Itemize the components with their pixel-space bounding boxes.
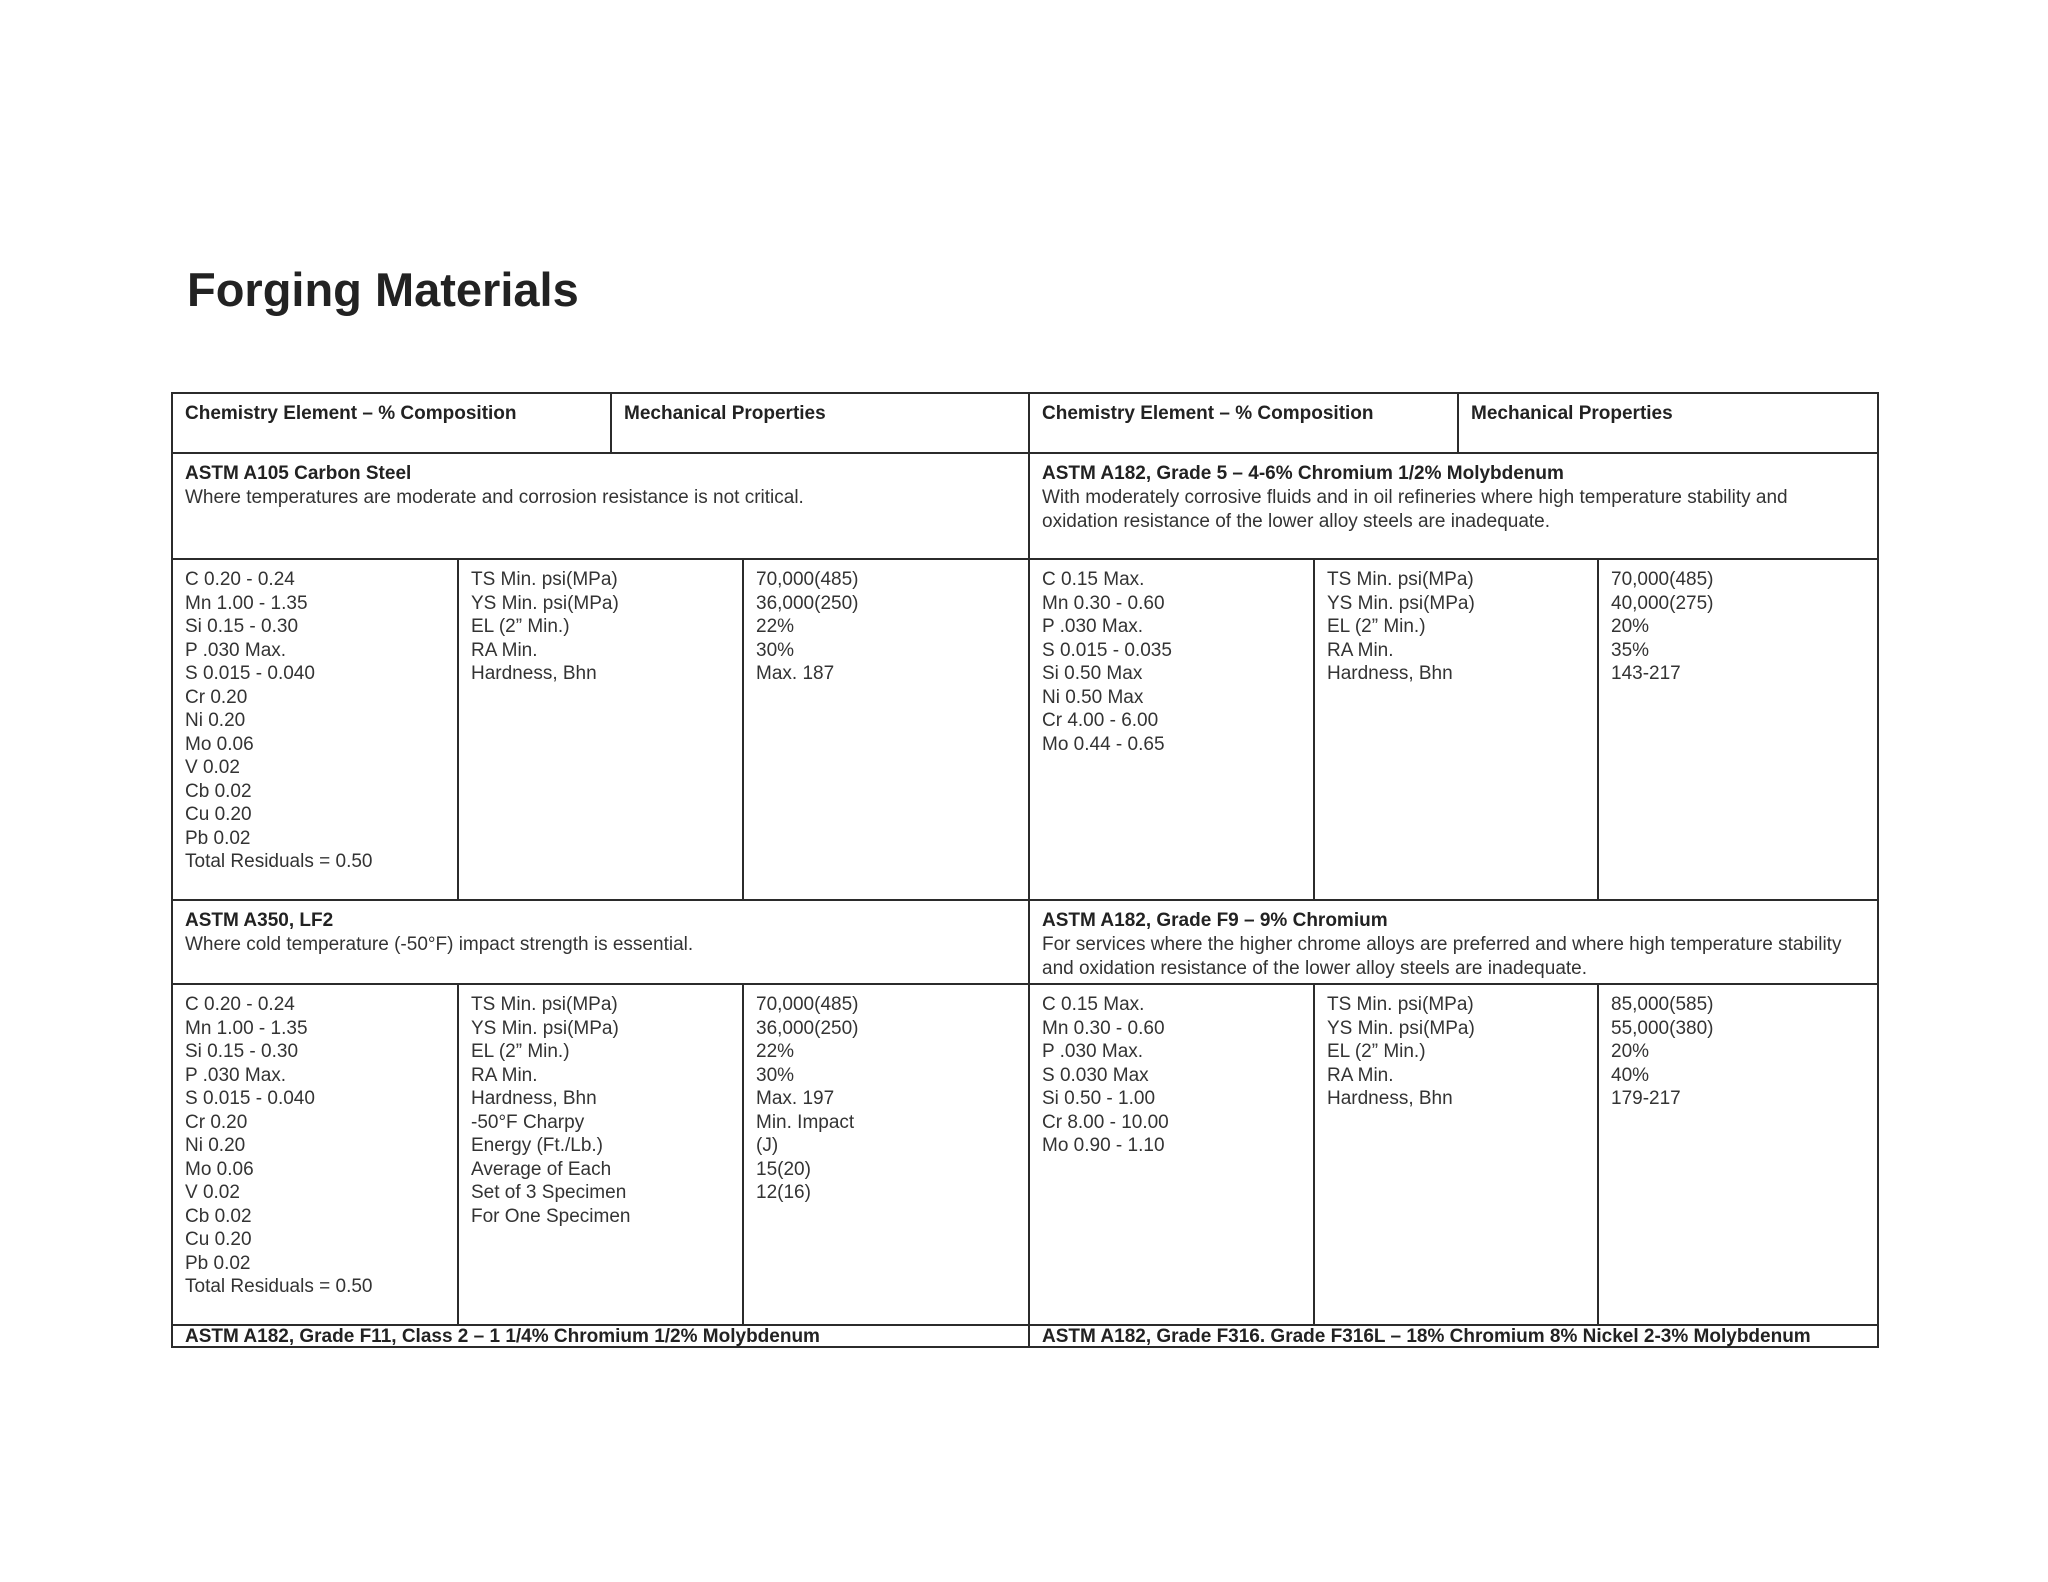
list-item: S 0.030 Max xyxy=(1042,1064,1149,1086)
list-item: EL (2” Min.) xyxy=(1327,1041,1426,1062)
section-row-3 xyxy=(173,1324,1877,1348)
list-item: Max. 187 xyxy=(756,663,835,684)
section-title: ASTM A182, Grade F316. Grade F316L – 18% Chromium 8% Nickel 2-3% Molybdenum xyxy=(1042,1326,1811,1347)
list-item: Cb 0.02 xyxy=(185,780,252,802)
list-item: Set of 3 Specimen xyxy=(471,1182,627,1203)
list-item: -50°F Charpy xyxy=(471,1111,585,1133)
list-item: Cr 4.00 - 6.00 xyxy=(1042,710,1159,731)
section-description: With moderately corrosive fluids and in oil refineries where high temperature stability and oxidation resistance of the lower alloy steels are inadequate. xyxy=(1042,487,1788,532)
list-item: Cb 0.02 xyxy=(185,1205,252,1227)
list-item: Mn 0.30 - 0.60 xyxy=(1042,592,1165,614)
list-item: P .030 Max. xyxy=(185,639,287,661)
list-item: Pb 0.02 xyxy=(185,1252,251,1274)
list-item: TS Min. psi(MPa) xyxy=(1327,994,1474,1015)
section-a182-f9 xyxy=(1028,901,1877,985)
list-item: RA Min. xyxy=(1327,639,1394,661)
list-item: EL (2” Min.) xyxy=(471,1041,570,1062)
section-title: ASTM A182, Grade 5 – 4-6% Chromium 1/2% Molybdenum xyxy=(1042,463,1564,484)
mechanical-label-list xyxy=(1327,568,1585,686)
list-item: C 0.20 - 0.24 xyxy=(185,569,295,590)
section-row-1 xyxy=(173,452,1877,560)
header-right-chemistry: Chemistry Element – % Composition xyxy=(1028,394,1457,452)
section-description: For services where the higher chrome alloys are preferred and where high temperature stability and oxidation resistance of the lower alloy steels are inadequate. xyxy=(1042,934,1842,979)
chemistry-list xyxy=(185,993,445,1299)
chemistry-list xyxy=(1042,993,1301,1158)
a350-mech-values-cell xyxy=(742,985,1028,1326)
a105-mech-values-cell xyxy=(742,560,1028,901)
list-item: 179-217 xyxy=(1611,1088,1681,1109)
list-item: EL (2” Min.) xyxy=(1327,616,1426,637)
list-item: 20% xyxy=(1611,616,1650,637)
list-item: RA Min. xyxy=(471,1064,538,1086)
list-item: S 0.015 - 0.035 xyxy=(1042,639,1172,661)
list-item: 30% xyxy=(756,639,795,661)
list-item: V 0.02 xyxy=(185,757,240,778)
grade5-mech-labels-cell xyxy=(1313,560,1597,901)
f9-mech-values-cell xyxy=(1597,985,1877,1326)
list-item: YS Min. psi(MPa) xyxy=(471,1017,619,1039)
list-item: P .030 Max. xyxy=(1042,1041,1144,1062)
list-item: C 0.15 Max. xyxy=(1042,569,1145,590)
list-item: TS Min. psi(MPa) xyxy=(1327,569,1474,590)
list-item: C 0.20 - 0.24 xyxy=(185,994,295,1015)
list-item: 40,000(275) xyxy=(1611,592,1714,614)
list-item: 70,000(485) xyxy=(756,994,859,1015)
header-left-mechanical: Mechanical Properties xyxy=(610,394,1028,452)
list-item: TS Min. psi(MPa) xyxy=(471,569,618,590)
list-item: YS Min. psi(MPa) xyxy=(1327,1017,1475,1039)
section-a105 xyxy=(173,454,1028,560)
list-item: 55,000(380) xyxy=(1611,1017,1714,1039)
list-item: RA Min. xyxy=(471,639,538,661)
list-item: Mn 1.00 - 1.35 xyxy=(185,1017,308,1039)
list-item: C 0.15 Max. xyxy=(1042,994,1145,1015)
section-row-2 xyxy=(173,899,1877,985)
list-item: YS Min. psi(MPa) xyxy=(1327,592,1475,614)
forging-materials-table xyxy=(171,392,1879,1348)
list-item: Cr 8.00 - 10.00 xyxy=(1042,1111,1169,1133)
a350-chemistry-cell xyxy=(173,985,457,1326)
list-item: Total Residuals = 0.50 xyxy=(185,1276,373,1297)
section-description: Where temperatures are moderate and corrosion resistance is not critical. xyxy=(185,487,804,508)
mechanical-label-list xyxy=(1327,993,1585,1111)
list-item: TS Min. psi(MPa) xyxy=(471,994,618,1015)
a105-chemistry-cell xyxy=(173,560,457,901)
f9-chemistry-cell xyxy=(1028,985,1313,1326)
chemistry-list xyxy=(1042,568,1301,756)
list-item: (J) xyxy=(756,1135,779,1156)
list-item: Cu 0.20 xyxy=(185,1229,252,1250)
section-title: ASTM A350, LF2 xyxy=(185,910,334,931)
table-header-row xyxy=(173,394,1877,452)
list-item: Min. Impact xyxy=(756,1111,855,1133)
list-item: 36,000(250) xyxy=(756,592,859,614)
list-item: S 0.015 - 0.040 xyxy=(185,1088,315,1109)
list-item: Si 0.15 - 0.30 xyxy=(185,616,299,637)
list-item: Mn 1.00 - 1.35 xyxy=(185,592,308,614)
list-item: Ni 0.50 Max xyxy=(1042,686,1144,708)
a105-mech-labels-cell xyxy=(457,560,742,901)
list-item: 36,000(250) xyxy=(756,1017,859,1039)
list-item: EL (2” Min.) xyxy=(471,616,570,637)
mechanical-value-list xyxy=(756,568,1016,686)
section-a350 xyxy=(173,901,1028,985)
mechanical-value-list xyxy=(756,993,1016,1205)
list-item: Mo 0.90 - 1.10 xyxy=(1042,1135,1165,1156)
list-item: YS Min. psi(MPa) xyxy=(471,592,619,614)
list-item: Mo 0.06 xyxy=(185,1158,254,1180)
header-right-mechanical: Mechanical Properties xyxy=(1457,394,1877,452)
list-item: RA Min. xyxy=(1327,1064,1394,1086)
list-item: For One Specimen xyxy=(471,1205,631,1227)
list-item: Ni 0.20 xyxy=(185,710,246,731)
list-item: Hardness, Bhn xyxy=(1327,663,1453,684)
list-item: 22% xyxy=(756,1041,795,1062)
list-item: Max. 197 xyxy=(756,1088,835,1109)
list-item: Hardness, Bhn xyxy=(471,1088,597,1109)
list-item: 15(20) xyxy=(756,1158,811,1180)
list-item: 35% xyxy=(1611,639,1650,661)
section-a182-grade5 xyxy=(1028,454,1877,560)
list-item: 30% xyxy=(756,1064,795,1086)
grade5-chemistry-cell xyxy=(1028,560,1313,901)
mechanical-label-list xyxy=(471,993,730,1228)
list-item: 22% xyxy=(756,616,795,637)
list-item: Pb 0.02 xyxy=(185,827,251,849)
section-description: Where cold temperature (-50°F) impact strength is essential. xyxy=(185,934,694,955)
list-item: 70,000(485) xyxy=(756,569,859,590)
list-item: Si 0.50 Max xyxy=(1042,663,1143,684)
chemistry-list xyxy=(185,568,445,874)
list-item: Mn 0.30 - 0.60 xyxy=(1042,1017,1165,1039)
list-item: Mo 0.44 - 0.65 xyxy=(1042,733,1165,755)
list-item: Average of Each xyxy=(471,1158,612,1180)
page-title: Forging Materials xyxy=(187,263,579,316)
list-item: 20% xyxy=(1611,1041,1650,1062)
section-a182-f11 xyxy=(173,1326,1028,1348)
list-item: Energy (Ft./Lb.) xyxy=(471,1135,603,1156)
list-item: 143-217 xyxy=(1611,663,1681,684)
list-item: V 0.02 xyxy=(185,1182,240,1203)
f9-mech-labels-cell xyxy=(1313,985,1597,1326)
list-item: Cr 0.20 xyxy=(185,686,248,708)
list-item: Total Residuals = 0.50 xyxy=(185,851,373,872)
section-title: ASTM A105 Carbon Steel xyxy=(185,463,412,484)
section-a182-f316 xyxy=(1028,1326,1877,1348)
list-item: 12(16) xyxy=(756,1182,811,1203)
list-item: 40% xyxy=(1611,1064,1650,1086)
mechanical-label-list xyxy=(471,568,730,686)
list-item: Si 0.50 - 1.00 xyxy=(1042,1088,1156,1109)
list-item: Cu 0.20 xyxy=(185,804,252,825)
list-item: S 0.015 - 0.040 xyxy=(185,663,315,684)
section-title: ASTM A182, Grade F9 – 9% Chromium xyxy=(1042,910,1388,931)
list-item: P .030 Max. xyxy=(185,1064,287,1086)
list-item: Hardness, Bhn xyxy=(471,663,597,684)
list-item: 85,000(585) xyxy=(1611,994,1714,1015)
list-item: Si 0.15 - 0.30 xyxy=(185,1041,299,1062)
grade5-mech-values-cell xyxy=(1597,560,1877,901)
mechanical-value-list xyxy=(1611,993,1865,1111)
list-item: 70,000(485) xyxy=(1611,569,1714,590)
list-item: P .030 Max. xyxy=(1042,616,1144,637)
mechanical-value-list xyxy=(1611,568,1865,686)
data-row-1 xyxy=(173,558,1877,901)
header-left-chemistry: Chemistry Element – % Composition xyxy=(185,403,517,424)
list-item: Mo 0.06 xyxy=(185,733,254,755)
data-row-2 xyxy=(173,983,1877,1326)
list-item: Cr 0.20 xyxy=(185,1111,248,1133)
section-title: ASTM A182, Grade F11, Class 2 – 1 1/4% Chromium 1/2% Molybdenum xyxy=(185,1326,820,1347)
list-item: Ni 0.20 xyxy=(185,1135,246,1156)
list-item: Hardness, Bhn xyxy=(1327,1088,1453,1109)
a350-mech-labels-cell xyxy=(457,985,742,1326)
